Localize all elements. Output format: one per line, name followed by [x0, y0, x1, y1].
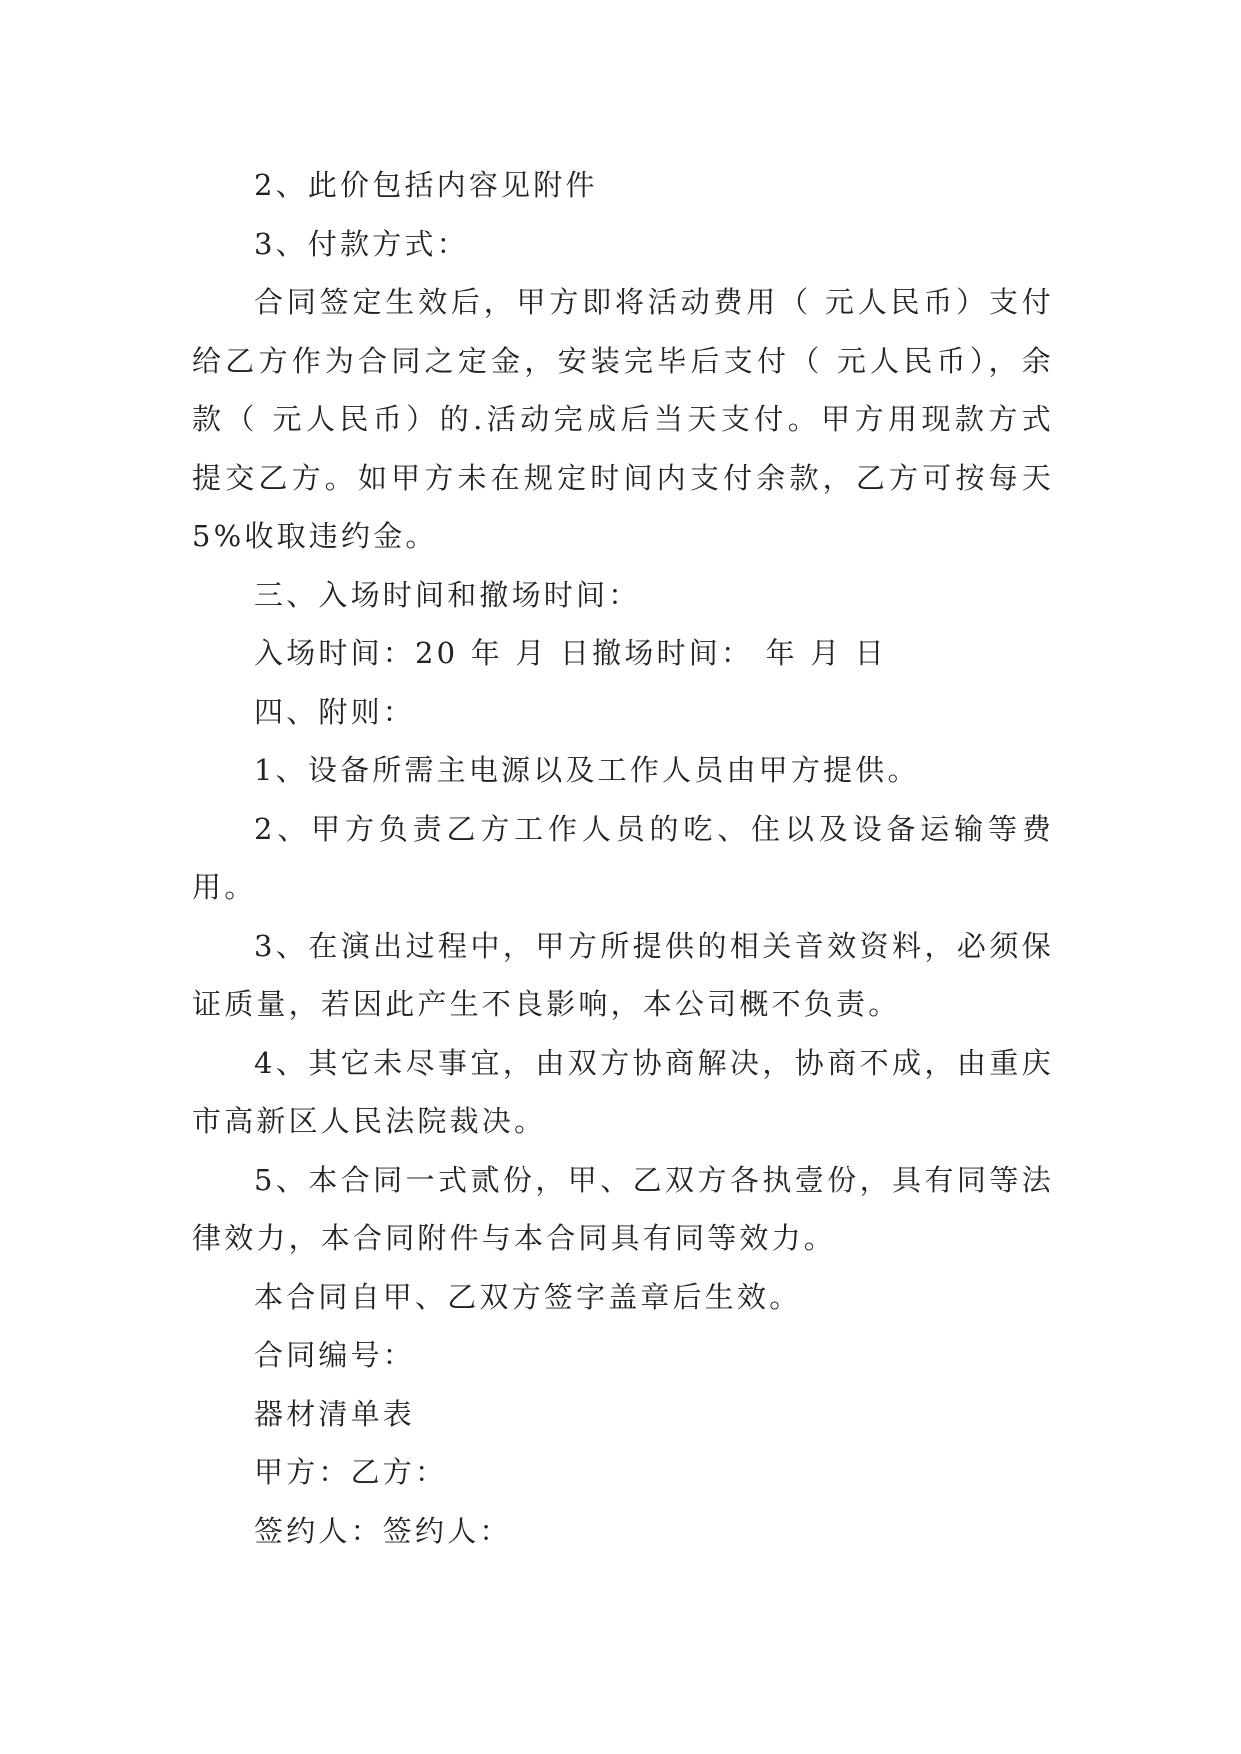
- entry-exit-time-line: 入场时间：20 年 月 日撤场时间： 年 月 日: [254, 636, 888, 670]
- clause-1-power-staff: 1、设备所需主电源以及工作人员由甲方提供。: [254, 753, 920, 787]
- clause-2-expenses: 2、甲方负责乙方工作人员的吃、住以及设备运输等费用。: [192, 811, 1054, 904]
- effective-clause: 本合同自甲、乙双方签字盖章后生效。: [254, 1279, 802, 1314]
- section-4-heading: 四、附则：: [254, 694, 416, 729]
- clause-4-disputes: 4、其它未尽事宜，由双方协商解决，协商不成，由重庆市高新区人民法院裁决。: [192, 1045, 1054, 1138]
- payment-terms-paragraph: 合同签定生效后，甲方即将活动费用（ 元人民币）支付给乙方作为合同之定金，安装完毕后支付（ 元人民币），余款（ 元人民币）的.活动完成后当天支付。甲方用现款方式提交乙方。如甲方未在规定时间内支付余款，乙方可按每天 5%收取违约金。: [192, 285, 1054, 553]
- contract-number-field: 合同编号：: [254, 1338, 416, 1372]
- section-3-heading: 三、入场时间和撤场时间：: [254, 577, 641, 612]
- item-2-scope: 2、此价包括内容见附件: [254, 168, 598, 202]
- item-3-payment-heading: 3、付款方式：: [254, 226, 469, 261]
- clause-5-copies: 5、本合同一式贰份，甲、乙双方各执壹份，具有同等法律效力，本合同附件与本合同具有同等效力。: [192, 1162, 1054, 1255]
- equipment-list-label: 器材清单表: [254, 1396, 416, 1431]
- parties-line: 甲方：乙方：: [254, 1455, 448, 1489]
- document-body: [192, 156, 1054, 1560]
- clause-3-audio-materials: 3、在演出过程中，甲方所提供的相关音效资料，必须保证质量，若因此产生不良影响，本公司概不负责。: [192, 928, 1054, 1021]
- signatories-line: 签约人：签约人：: [254, 1513, 512, 1548]
